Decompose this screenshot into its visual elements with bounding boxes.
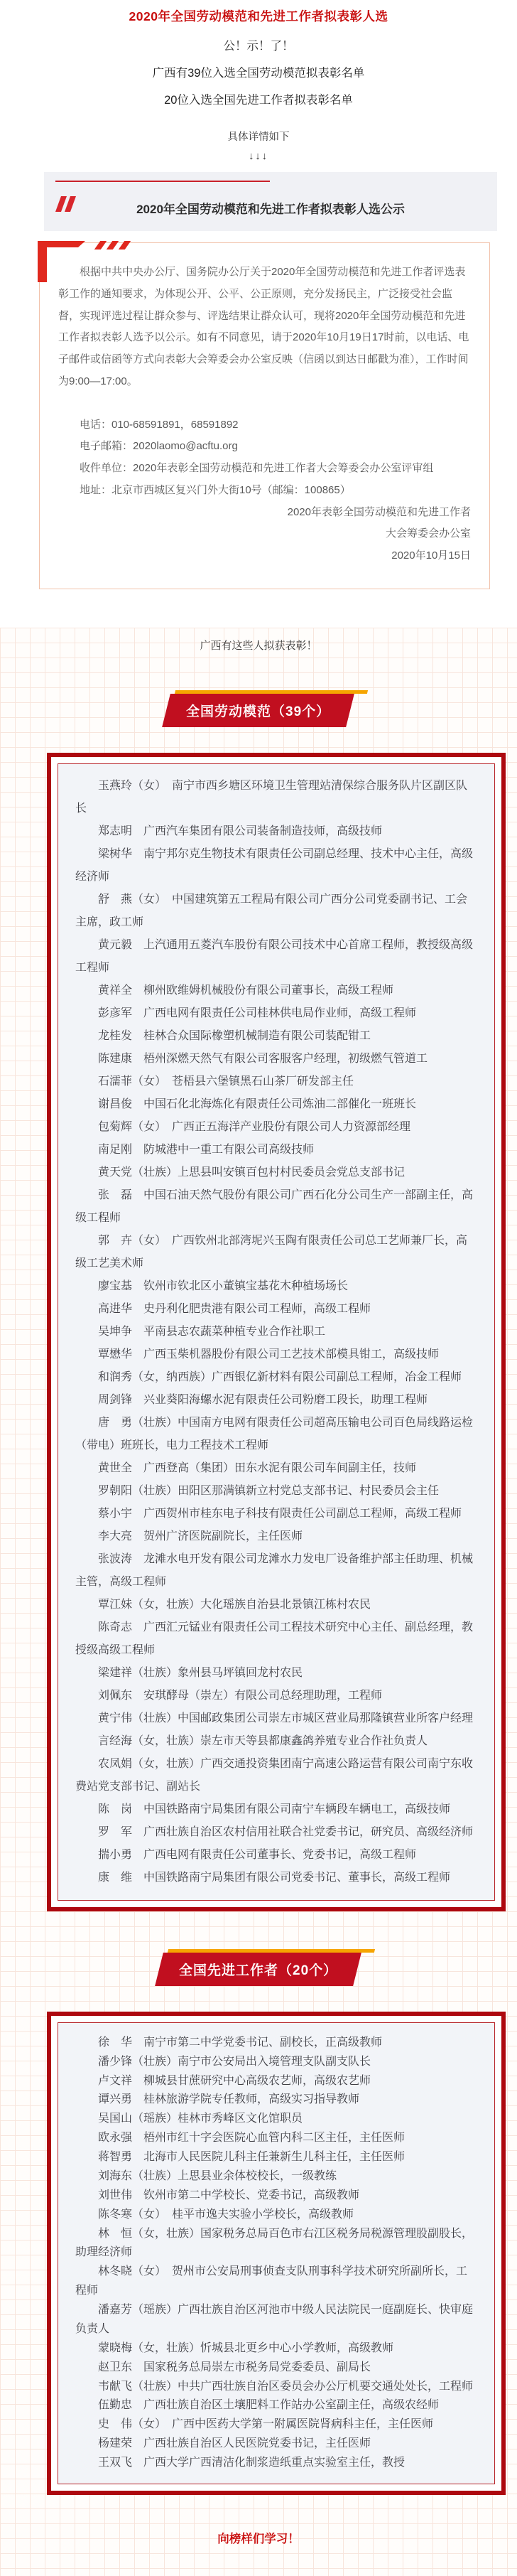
list-item: 陈 岗 中国铁路南宁局集团有限公司南宁车辆段车辆电工，高级技师 bbox=[98, 1803, 451, 1815]
list-item: 黄祥全 柳州欧维姆机械股份有限公司董事长，高级工程师 bbox=[98, 984, 394, 997]
intro-line: 广西有这些人拟获表彰！ bbox=[200, 639, 317, 652]
notice-heading-panel bbox=[44, 172, 497, 231]
list-item: 和润秀（女，纳西族）广西银亿新材料有限公司副总工程师，冶金工程师 bbox=[98, 1370, 462, 1383]
model-workers-badge-row bbox=[0, 694, 517, 727]
list-item: 梁建祥（壮族）象州县马坪镇回龙村农民 bbox=[98, 1666, 303, 1679]
list-item: 林冬晓（女） 贺州市公安局刑事侦查支队刑事科学技术研究所副所长，工程师 bbox=[75, 2265, 468, 2297]
quote-icon bbox=[58, 196, 80, 213]
model-workers-list-box bbox=[47, 753, 506, 1911]
list-item: 大会筹委会办公室 bbox=[385, 527, 471, 540]
list-item: 吴国山（瑶族）桂林市秀峰区文化馆职员 bbox=[98, 2113, 303, 2125]
list-item: 张波涛 龙滩水电开发有限公司龙滩水力发电厂设备维护部主任助理、机械主管，高级工程师 bbox=[75, 1552, 474, 1588]
list-item: 林 恒（女，壮族）国家税务总局百色市右江区税务局税源管理股副股长，助理经济师 bbox=[75, 2227, 474, 2259]
list-item: 韦献飞（壮族）中共广西壮族自治区委员会办公厅机要交通处处长，工程师 bbox=[98, 2380, 474, 2393]
list-item: 潘嘉芳（瑶族）广西壮族自治区河池市中级人民法院民一庭副庭长、快审庭负责人 bbox=[75, 2304, 474, 2335]
list-item: 陈建康 梧州深燃天然气有限公司客服客户经理，初级燃气管道工 bbox=[98, 1052, 428, 1065]
list-item: 南足刚 防城港中一重工有限公司高级技师 bbox=[98, 1143, 315, 1156]
list-item: 黄天党（壮族）上思县叫安镇百包村村民委员会党总支部书记 bbox=[98, 1166, 406, 1179]
list-item: 黄元毅 上汽通用五菱汽车股份有限公司技术中心首席工程师，教授级高级工程师 bbox=[75, 938, 474, 974]
list-item: 言经海（女，壮族）崇左市天等县都康鑫鸽养殖专业合作社负责人 bbox=[98, 1734, 428, 1747]
article-header bbox=[0, 0, 517, 162]
list-item: 石濡菲（女） 苍梧县六堡镇黑石山茶厂研发部主任 bbox=[98, 1075, 354, 1088]
list-item: 刘佩东 安琪酵母（崇左）有限公司总经理助理，工程师 bbox=[98, 1689, 383, 1702]
letter-box bbox=[39, 242, 490, 589]
list-item: 梁树华 南宁邦尔克生物技术有限责任公司副总经理、技术中心主任，高级经济师 bbox=[75, 847, 474, 883]
list-item: 史 伟（女） 广西中医药大学第一附属医院肾病科主任，主任医师 bbox=[98, 2418, 434, 2431]
list-item: 杨建荣 广西壮族自治区人民医院党委书记，主任医师 bbox=[98, 2437, 371, 2450]
list-item: 刘海东（壮族）上思县业余体校校长，一级教练 bbox=[98, 2169, 337, 2182]
list-item: 黄宁伟（壮族）中国邮政集团公司崇左市城区营业局那隆镇营业所客户经理 bbox=[98, 1712, 474, 1724]
list-item: 罗 军 广西壮族自治区农村信用社联合社党委书记，研究员、高级经济师 bbox=[98, 1825, 474, 1838]
list-item: 收件单位：2020年表彰全国劳动模范和先进工作者大会筹委会办公室评审组 bbox=[80, 462, 434, 474]
list-item: 唐 勇（壮族）中国南方电网有限责任公司超高压输电公司百色局线路运检（带电）班班长，电力工程技术工程师 bbox=[75, 1416, 474, 1451]
letter-contacts bbox=[58, 414, 471, 502]
grid-background-section bbox=[0, 628, 517, 2576]
list-item: 揣小勇 广西电网有限责任公司董事长、党委书记，高级工程师 bbox=[98, 1848, 417, 1861]
list-item: 刘世伟 钦州市第二中学校长、党委书记，高级教师 bbox=[98, 2189, 360, 2201]
list-item: 蔡小宇 广西贺州市桂东电子科技有限责任公司副总工程师，高级工程师 bbox=[98, 1507, 462, 1520]
model-workers-list bbox=[58, 763, 495, 1901]
letter-signature bbox=[58, 502, 471, 567]
list-item: 陈奇志 广西汇元锰业有限责任公司工程技术研究中心主任、副总经理，教授级高级工程师 bbox=[75, 1621, 474, 1656]
list-item: 黄世全 广西登高（集团）田东水泥有限公司车间副主任，技师 bbox=[98, 1461, 417, 1474]
advanced-workers-badge bbox=[156, 1953, 362, 1986]
list-item: 张 磊 中国石油天然气股份有限公司广西石化分公司生产一部副主任，高级工程师 bbox=[75, 1188, 474, 1224]
list-item: 龙桂发 桂林合众国际橡塑机械制造有限公司装配钳工 bbox=[98, 1029, 371, 1042]
list-item: 地址：北京市西城区复兴门外大街10号（邮编：100865） bbox=[80, 483, 351, 496]
list-item: 包菊辉（女） 广西正五海洋产业股份有限公司人力资源部经理 bbox=[98, 1120, 411, 1133]
list-item: 王双飞 广西大学广西清洁化制浆造纸重点实验室主任，教授 bbox=[98, 2457, 406, 2469]
list-item: 电子邮箱：2020laomo@acftu.org bbox=[80, 440, 238, 453]
list-item: 赵卫东 国家税务总局崇左市税务局党委委员、副局长 bbox=[98, 2361, 371, 2373]
list-item: 舒 燕（女） 中国建筑第五工程局有限公司广西分公司党委副书记、工会主席，政工师 bbox=[75, 893, 468, 928]
list-item: 周剑锋 兴业葵阳海螺水泥有限责任公司粉磨工段长，助理工程师 bbox=[98, 1393, 428, 1406]
list-item: 谢昌俊 中国石化北海炼化有限责任公司炼油二部催化一班班长 bbox=[98, 1098, 417, 1110]
list-item: 高进华 史丹利化肥贵港有限公司工程师，高级工程师 bbox=[98, 1302, 371, 1315]
notice-title: 2020年全国劳动模范和先进工作者拟表彰人选公示 bbox=[136, 203, 405, 216]
list-item: 罗朝阳（壮族）田阳区那满镇新立村党总支部书记、村民委员会主任 bbox=[98, 1484, 440, 1497]
list-item: 欧永强 梧州市红十字会医院心血管内科二区主任，主任医师 bbox=[98, 2132, 406, 2145]
list-item: 卢文祥 柳城县甘蔗研究中心高级农艺师，高级农艺师 bbox=[98, 2074, 371, 2087]
list-item: 蒋智勇 北海市人民医院儿科主任兼新生儿科主任，主任医师 bbox=[98, 2151, 406, 2163]
list-item: 徐 华 南宁市第二中学党委书记、副校长，正高级教师 bbox=[98, 2036, 383, 2049]
list-item: 吴坤争 平南县志农蔬菜种植专业合作社职工 bbox=[98, 1325, 326, 1338]
list-item: 谭兴勇 桂林旅游学院专任教师，高级实习指导教师 bbox=[98, 2093, 360, 2106]
list-item: 李大亮 贺州广济医院副院长，主任医师 bbox=[98, 1530, 303, 1542]
list-item: 廖宝基 钦州市钦北区小董镇宝基花木种植场场长 bbox=[98, 1279, 349, 1292]
down-arrows-icon: ↓↓↓ bbox=[249, 151, 268, 162]
list-item: 郑志明 广西汽车集团有限公司装备制造技师，高级技师 bbox=[98, 825, 383, 837]
list-item: 伍勤忠 广西壮族自治区土壤肥料工作站办公室副主任，高级农经师 bbox=[98, 2399, 440, 2412]
list-item: 2020年10月15日 bbox=[391, 549, 471, 562]
footer-slogan: 向榜样们学习！ bbox=[217, 2532, 300, 2545]
list-item: 覃江妹（女，壮族）大化瑶族自治县北景镇江栋村农民 bbox=[98, 1598, 371, 1611]
advanced-workers-list-box bbox=[47, 2012, 506, 2495]
list-item: 郭 卉（女） 广西钦州北部湾坭兴玉陶有限责任公司总工艺师兼厂长，高级工艺美术师 bbox=[75, 1234, 468, 1270]
details-hint: 具体详情如下 bbox=[227, 132, 290, 143]
letter-body: 根据中共中央办公厅、国务院办公厅关于2020年全国劳动模范和先进工作者评选表彰工作的通知要求，为体现公开、公平、公正原则，充分发扬民主，广泛接受社会监督，实现评选过程让群众参与、评选结果让群众认可，现将2020年全国劳动模范和先进工作者拟表彰人选予以公示。如有不同意见，请于2020年10月19日17时前，以电话、电子邮件或信函等方式向表彰大会筹委会办公室反映（信函以到达日邮戳为准），工作时间为9:00—17:00。 bbox=[58, 266, 469, 387]
header-subtitle-1: 公！示！了！ bbox=[223, 40, 294, 53]
advanced-workers-list bbox=[58, 2022, 495, 2484]
list-item: 农凤娟（女，壮族）广西交通投资集团南宁高速公路运营有限公司南宁东收费站党支部书记、副站长 bbox=[75, 1757, 474, 1793]
list-item: 康 维 中国铁路南宁局集团有限公司党委书记、董事长，高级工程师 bbox=[98, 1871, 451, 1884]
header-subtitle-2: 广西有39位入选全国劳动模范拟表彰名单 bbox=[152, 67, 365, 80]
list-item: 玉燕玲（女） 南宁市西乡塘区环境卫生管理站清保综合服务队片区副区队长 bbox=[75, 779, 468, 815]
page-title: 2020年全国劳动模范和先进工作者拟表彰人选 bbox=[129, 9, 388, 23]
header-subtitle-3: 20位入选全国先进工作者拟表彰名单 bbox=[164, 94, 353, 107]
list-item: 陈冬寒（女） 桂平市逸夫实验小学校长，高级教师 bbox=[98, 2208, 354, 2221]
advanced-workers-badge-label: 全国先进工作者（20个） bbox=[179, 1963, 338, 1978]
list-item: 覃懋华 广西玉柴机器股份有限公司工艺技术部模具钳工，高级技师 bbox=[98, 1348, 440, 1361]
list-item: 蒙晓梅（女，壮族）忻城县北更乡中心小学教师，高级教师 bbox=[98, 2341, 394, 2354]
list-item: 电话：010-68591891，68591892 bbox=[80, 418, 239, 431]
list-item: 潘少锋（壮族）南宁市公安局出入境管理支队副支队长 bbox=[98, 2055, 371, 2068]
list-item: 2020年表彰全国劳动模范和先进工作者 bbox=[287, 505, 471, 518]
model-workers-badge-label: 全国劳动模范（39个） bbox=[186, 704, 331, 719]
advanced-workers-badge-row bbox=[0, 1953, 517, 1986]
model-workers-badge bbox=[163, 694, 355, 727]
list-item: 彭彦军 广西电网有限责任公司桂林供电局作业师，高级工程师 bbox=[98, 1007, 417, 1019]
